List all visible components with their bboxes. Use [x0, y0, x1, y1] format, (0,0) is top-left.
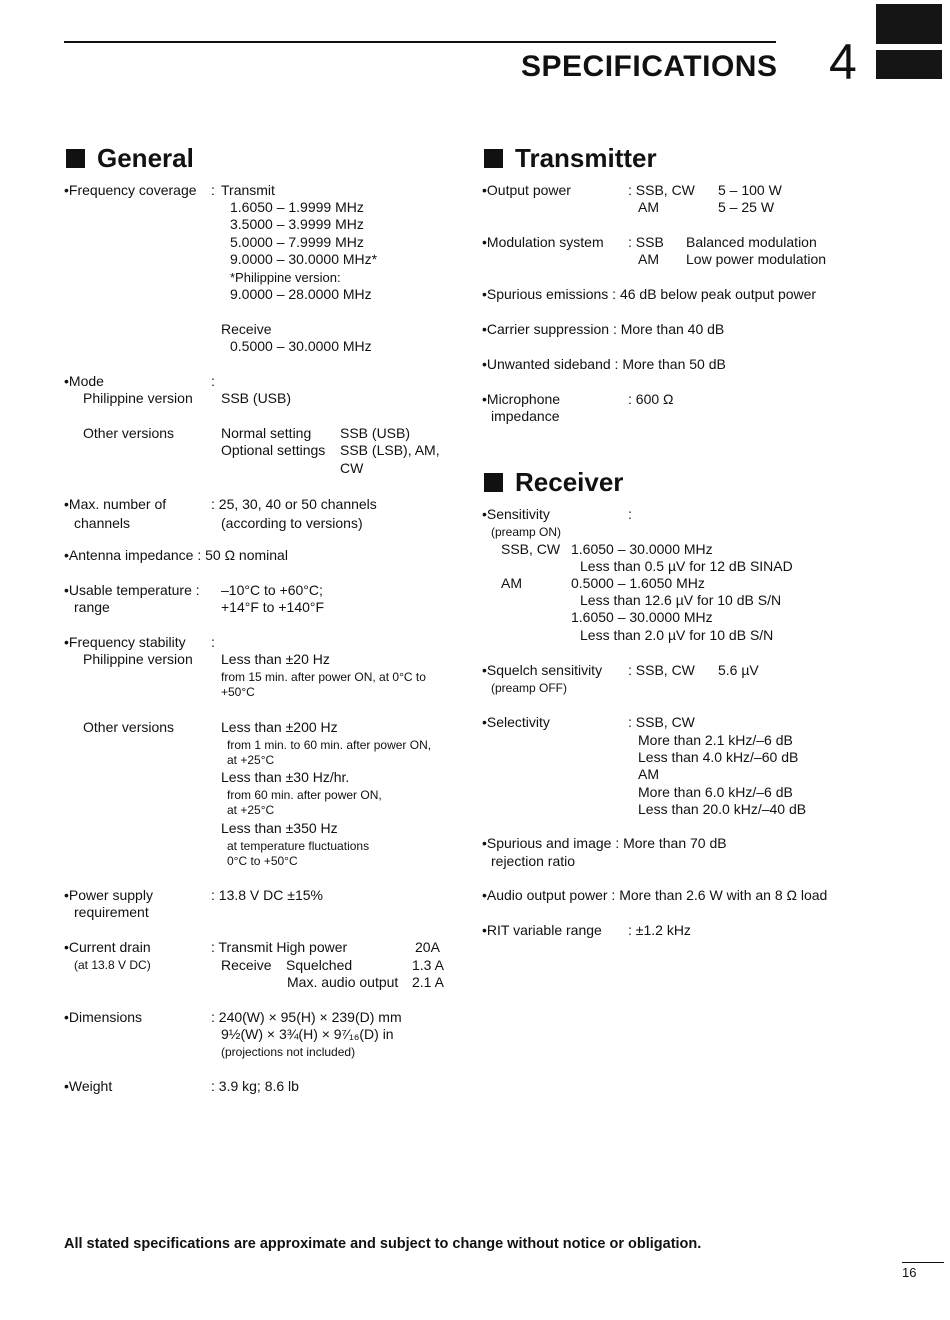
tx-range: 9.0000 – 30.0000 MHz*	[230, 251, 378, 267]
rx-range: 0.5000 – 30.0000 MHz	[230, 338, 372, 354]
drain-rx-label: Receive	[221, 957, 272, 973]
tx-range: 5.0000 – 7.9999 MHz	[230, 234, 364, 250]
temp-label: •Usable temperature :	[64, 582, 200, 598]
microphone-value: : 600 Ω	[628, 391, 674, 407]
sensitivity-am-range-1: 0.5000 – 1.6050 MHz	[571, 575, 705, 591]
channels-label-2: channels	[74, 515, 131, 531]
channels-value: : 25, 30, 40 or 50 channels	[211, 496, 377, 512]
stability-phil-label: Philippine version	[83, 651, 193, 667]
stability-other-3-note: at temperature fluctuations	[227, 839, 370, 853]
receiver-heading-text: Receiver	[515, 467, 624, 497]
dimensions-in: 9½(W) × 3¾(H) × 9⁷⁄₁₆(D) in	[221, 1026, 394, 1042]
modulation-ssb-value: Balanced modulation	[686, 234, 817, 250]
mode-sep: :	[211, 373, 215, 389]
general-heading	[66, 143, 194, 174]
selectivity-ssb: : SSB, CW	[628, 714, 695, 730]
channels-note: (according to versions)	[221, 515, 363, 531]
stability-phil-note: from 15 min. after power ON, at 0°C to	[221, 670, 426, 684]
mode-optional-value: SSB (LSB), AM,	[340, 442, 440, 458]
output-ssb: : SSB, CW	[628, 182, 695, 198]
selectivity-ssb-1: More than 2.1 kHz/–6 dB	[638, 732, 793, 748]
mode-normal-label: Normal setting	[221, 425, 312, 441]
footer-note: All stated specifications are approximate and subject to change without notice or obligation.	[64, 1236, 702, 1252]
image-rejection: •Spurious and image : More than 70 dB	[482, 835, 727, 851]
dimensions-note: (projections not included)	[221, 1045, 356, 1059]
header-rule	[64, 41, 776, 43]
selectivity-am-2: Less than 20.0 kHz/–40 dB	[638, 801, 807, 817]
stability-other-2-note-2: at +25°C	[227, 803, 275, 817]
receive-label: Receive	[221, 321, 272, 337]
sensitivity-ssb-value: Less than 0.5 µV for 12 dB SINAD	[580, 558, 793, 574]
selectivity-am: AM	[638, 766, 659, 782]
page-rule	[902, 1262, 944, 1263]
freq-label: •Frequency coverage	[64, 182, 197, 198]
chapter-number: 4	[829, 34, 857, 90]
drain-tx-value: 20A	[415, 939, 440, 955]
drain-rx-squelch: Squelched	[286, 957, 353, 973]
transmitter-heading	[484, 143, 657, 174]
freq-sep: :	[211, 182, 215, 198]
squelch-value: : SSB, CW	[628, 662, 695, 678]
temp-value-c: –10°C to +60°C;	[221, 582, 323, 598]
sensitivity-note: (preamp ON)	[491, 525, 562, 539]
audio-output: •Audio output power : More than 2.6 W with an 8 Ω load	[482, 887, 828, 903]
power-label: •Power supply	[64, 887, 153, 903]
mode-normal-value: SSB (USB)	[340, 425, 411, 441]
page-title: SPECIFICATIONS	[521, 50, 778, 83]
stability-other-2: Less than ±30 Hz/hr.	[221, 769, 350, 785]
transmitter-heading-text: Transmitter	[515, 143, 657, 173]
rit-value: : ±1.2 kHz	[628, 922, 691, 938]
stability-other-2-note: from 60 min. after power ON,	[227, 788, 382, 802]
spurious-emissions: •Spurious emissions : 46 dB below peak output power	[482, 286, 817, 302]
phil-range: 9.0000 – 28.0000 MHz	[230, 286, 372, 302]
mode-label: •Mode	[64, 373, 104, 389]
mode-optional-label: Optional settings	[221, 442, 326, 458]
drain-label: •Current drain	[64, 939, 151, 955]
microphone-label-2: impedance	[491, 408, 560, 424]
selectivity-ssb-2: Less than 4.0 kHz/–60 dB	[638, 749, 799, 765]
temp-label-2: range	[74, 599, 110, 615]
drain-note: (at 13.8 V DC)	[74, 958, 151, 972]
unwanted-sideband: •Unwanted sideband : More than 50 dB	[482, 356, 726, 372]
sensitivity-am: AM	[501, 575, 522, 591]
dimensions-mm: : 240(W) × 95(H) × 239(D) mm	[211, 1009, 402, 1025]
dimensions-label: •Dimensions	[64, 1009, 143, 1025]
sensitivity-am-range-2: 1.6050 – 30.0000 MHz	[571, 609, 713, 625]
stability-label: •Frequency stability	[64, 634, 186, 650]
mode-other-label: Other versions	[83, 425, 175, 441]
output-am-value: 5 – 25 W	[718, 199, 775, 215]
phil-note: *Philippine version:	[230, 270, 341, 285]
stability-other-3: Less than ±350 Hz	[221, 820, 338, 836]
squelch-label: •Squelch sensitivity	[482, 662, 603, 678]
image-rejection-2: rejection ratio	[491, 853, 576, 869]
receiver-heading	[484, 467, 623, 498]
modulation-label: •Modulation system	[482, 234, 604, 250]
output-am: AM	[638, 199, 659, 215]
squelch-note: (preamp OFF)	[491, 681, 568, 695]
sensitivity-label: •Sensitivity	[482, 506, 550, 522]
mode-optional-value-cw: CW	[340, 460, 364, 476]
tx-range: 3.5000 – 3.9999 MHz	[230, 216, 364, 232]
stability-other-3-note-2: 0°C to +50°C	[227, 854, 298, 868]
sensitivity-am-value-1: Less than 12.6 µV for 10 dB S/N	[580, 592, 782, 608]
rit-label: •RIT variable range	[482, 922, 602, 938]
tx-range: 1.6050 – 1.9999 MHz	[230, 199, 364, 215]
sensitivity-ssb-range: 1.6050 – 30.0000 MHz	[571, 541, 713, 557]
power-label-2: requirement	[74, 904, 149, 920]
antenna-impedance: •Antenna impedance : 50 Ω nominal	[64, 547, 288, 563]
transmit-label: Transmit	[221, 182, 275, 198]
sensitivity-am-value-2: Less than 2.0 µV for 10 dB S/N	[580, 627, 774, 643]
stability-other-1-note-2: at +25°C	[227, 753, 275, 767]
drain-rx-max-value: 2.1 A	[412, 974, 444, 990]
square-bullet-icon	[484, 473, 503, 492]
weight-label: •Weight	[64, 1078, 113, 1094]
sensitivity-sep: :	[628, 506, 632, 522]
stability-phil-value: Less than ±20 Hz	[221, 651, 330, 667]
stability-other-label: Other versions	[83, 719, 175, 735]
temp-value-f: +14°F to +140°F	[221, 599, 325, 615]
chapter-tab	[876, 4, 942, 44]
output-label: •Output power	[482, 182, 571, 198]
drain-tx: : Transmit High power	[211, 939, 348, 955]
squelch-level: 5.6 µV	[718, 662, 759, 678]
selectivity-am-1: More than 6.0 kHz/–6 dB	[638, 784, 793, 800]
channels-label: •Max. number of	[64, 496, 167, 512]
power-value: : 13.8 V DC ±15%	[211, 887, 323, 903]
stability-other-1: Less than ±200 Hz	[221, 719, 338, 735]
general-heading-text: General	[97, 143, 194, 173]
page-number: 16	[902, 1265, 917, 1280]
modulation-ssb: : SSB	[628, 234, 664, 250]
weight-value: : 3.9 kg; 8.6 lb	[211, 1078, 299, 1094]
square-bullet-icon	[484, 149, 503, 168]
square-bullet-icon	[66, 149, 85, 168]
drain-rx-squelch-value: 1.3 A	[412, 957, 444, 973]
drain-rx-max: Max. audio output	[287, 974, 399, 990]
stability-sep: :	[211, 634, 215, 650]
stability-other-1-note: from 1 min. to 60 min. after power ON,	[227, 738, 432, 752]
sensitivity-ssb: SSB, CW	[501, 541, 561, 557]
stability-phil-note-2: +50°C	[221, 685, 255, 699]
mode-phil-value: SSB (USB)	[221, 390, 292, 406]
microphone-label: •Microphone	[482, 391, 561, 407]
modulation-am-value: Low power modulation	[686, 251, 827, 267]
selectivity-label: •Selectivity	[482, 714, 550, 730]
modulation-am: AM	[638, 251, 659, 267]
chapter-tab-lower	[876, 50, 942, 79]
mode-phil-label: Philippine version	[83, 390, 193, 406]
output-ssb-value: 5 – 100 W	[718, 182, 782, 198]
carrier-suppression: •Carrier suppression : More than 40 dB	[482, 321, 725, 337]
